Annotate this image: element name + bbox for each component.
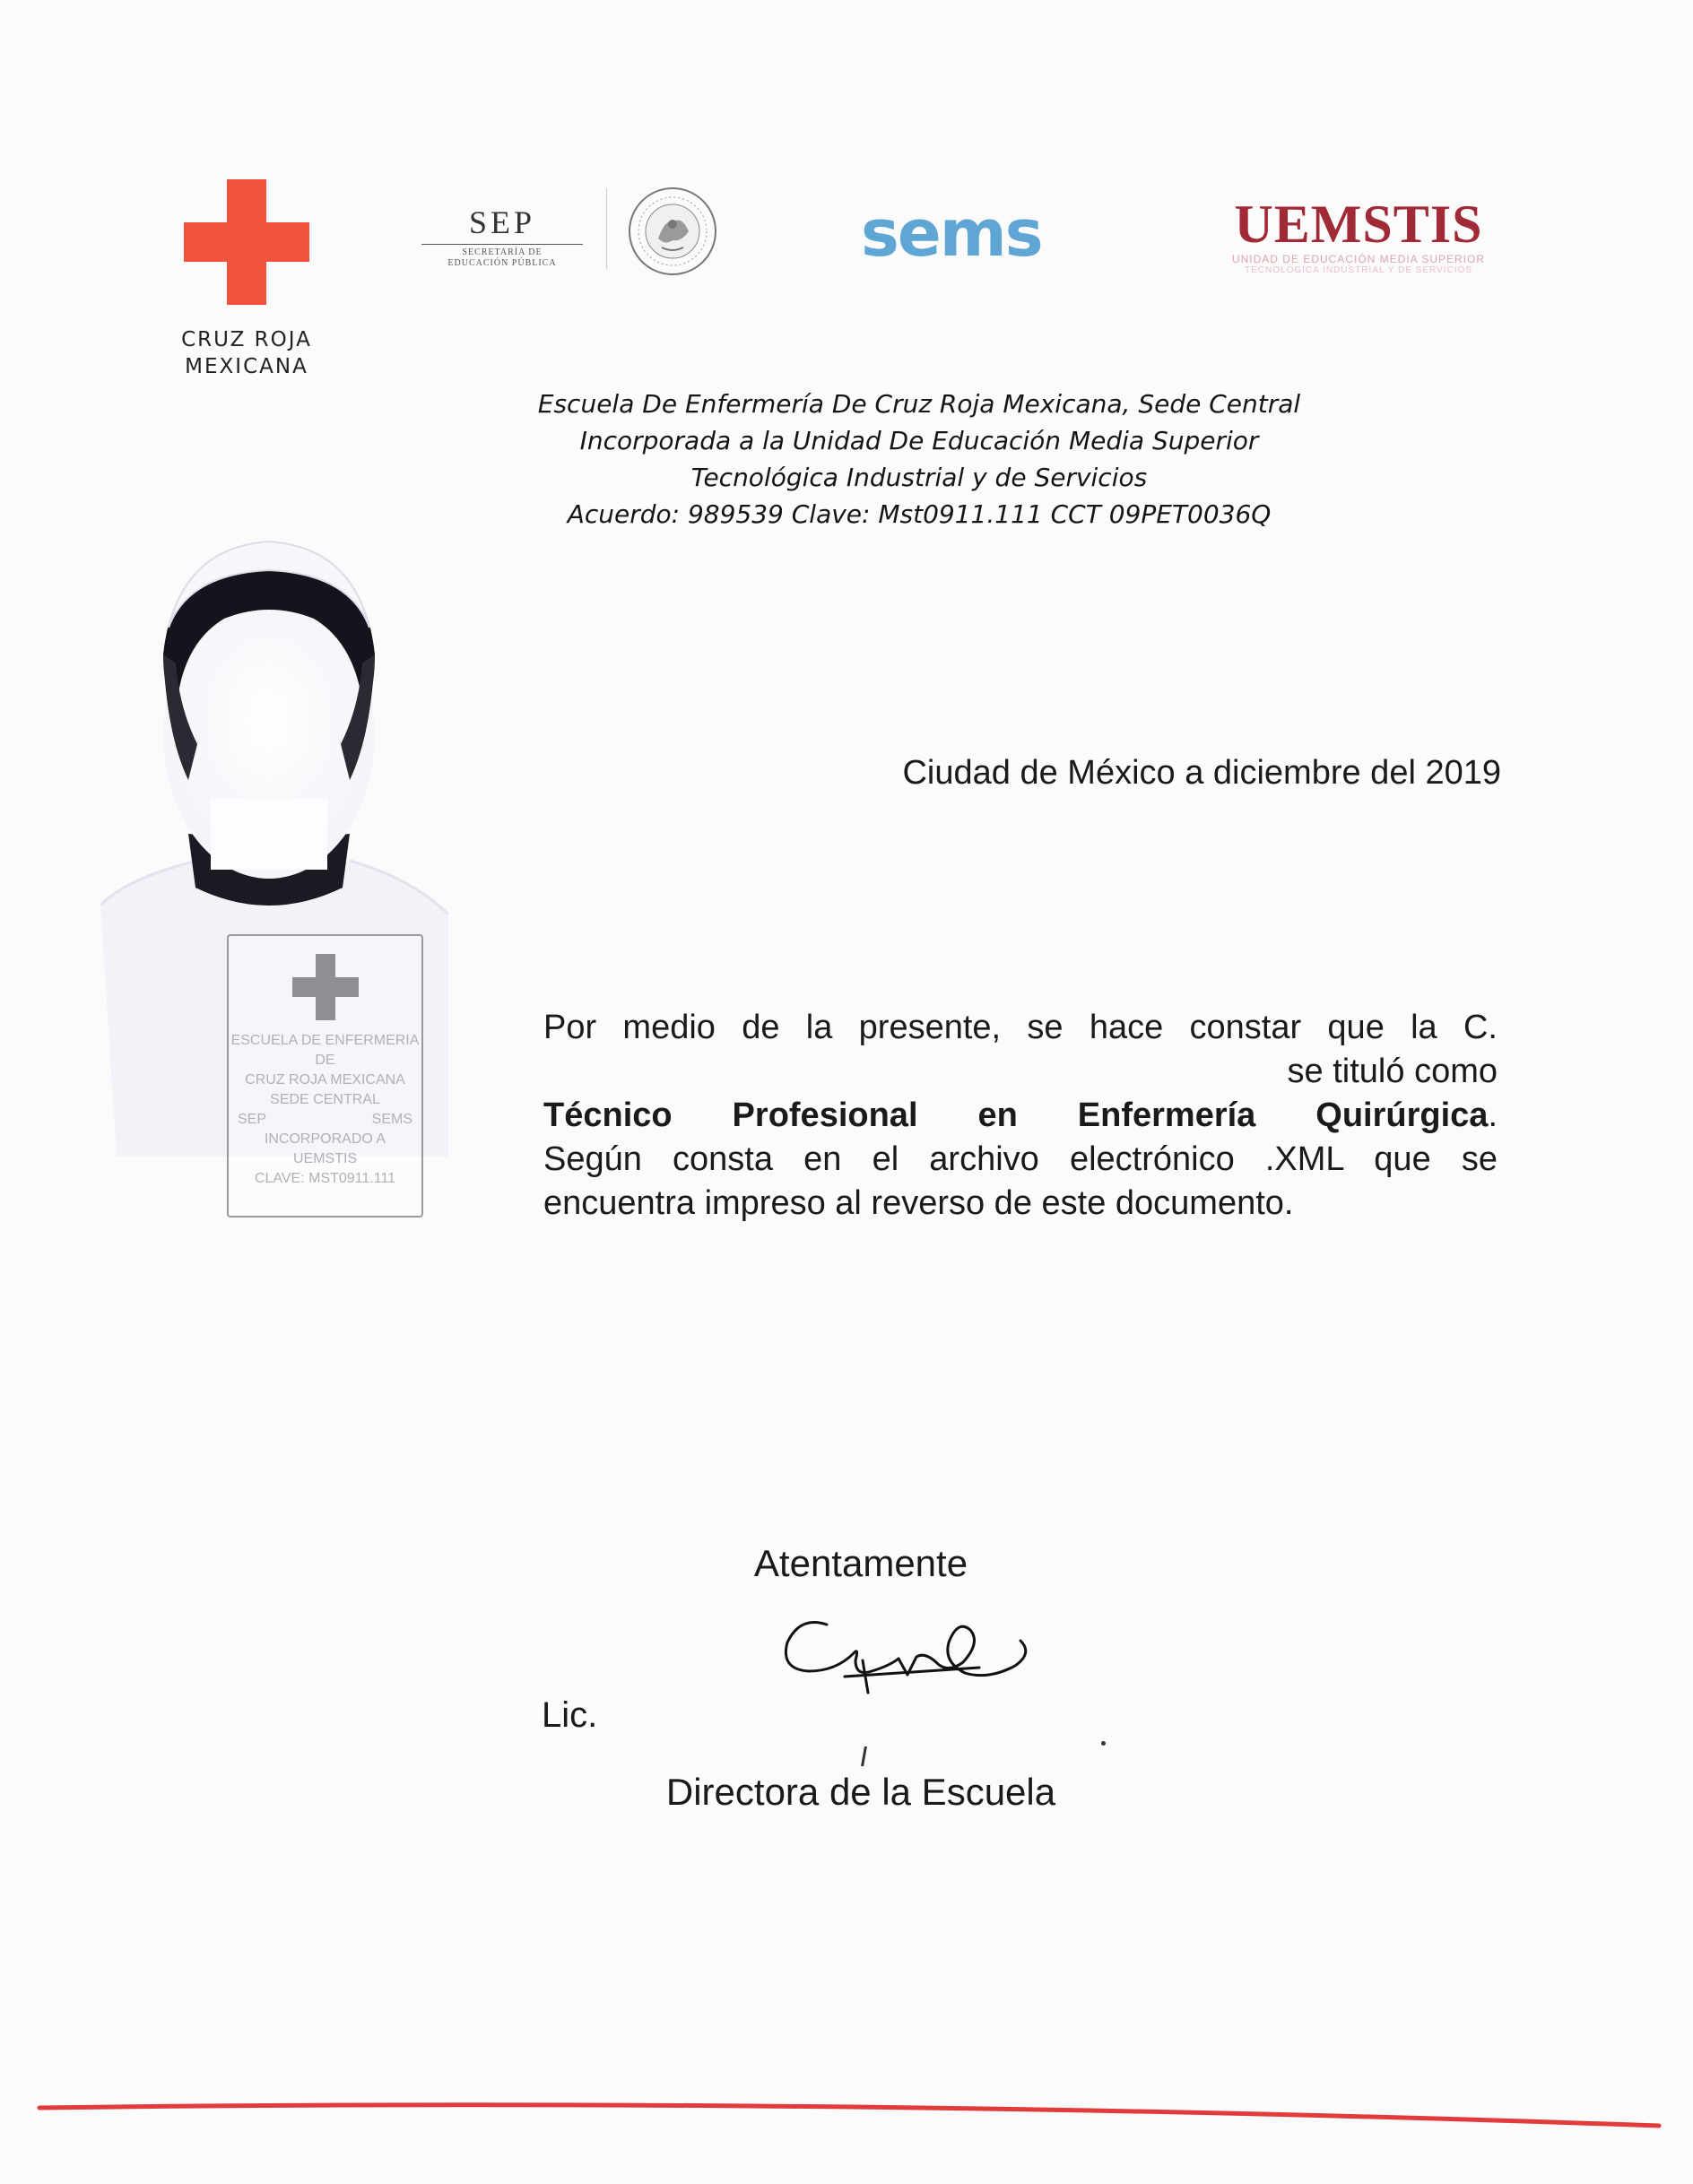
signer-role: Directora de la Escuela <box>665 1771 1056 1813</box>
cruz-roja-cross-icon <box>184 179 309 305</box>
stamp-cross-icon <box>292 954 359 1020</box>
issue-date: Ciudad de México a diciembre del 2019 <box>902 754 1501 792</box>
sep-logo: SEP SECRETARÍA DE EDUCACIÓN PÚBLICA <box>421 204 583 269</box>
body-line-1: Por medio de la presente, se hace constar que la C. <box>543 1009 1498 1046</box>
national-seal-icon <box>626 185 719 278</box>
school-agreement: Acuerdo: 989539 Clave: Mst0911.111 CCT 09PET0036Q <box>567 499 1272 529</box>
school-incorporation: Incorporada a la Unidad De Educación Media Superior <box>579 426 1259 455</box>
degree-title: Técnico Profesional en Enfermería Quirúrgica <box>543 1096 1489 1134</box>
school-stamp: ESCUELA DE ENFERMERIA DE CRUZ ROJA MEXICANA SEDE CENTRAL SEP SEMS INCORPORADO A UEMSTIS CLAVE: MST0911.111 <box>227 934 423 1218</box>
degree-line: Técnico Profesional en Enfermería Quirúrgica. <box>543 1096 1498 1134</box>
certificate-body <box>543 1006 1498 1226</box>
cruz-roja-logo-text: CRUZ ROJA MEXICANA <box>181 328 312 378</box>
handwritten-signature <box>773 1607 1060 1705</box>
body-line-5: encuentra impreso al reverso de este documento. <box>543 1184 1294 1222</box>
signature-mark <box>861 1746 867 1766</box>
school-name: Escuela De Enfermería De Cruz Roja Mexicana, Sede Central <box>537 389 1301 419</box>
title-lic: Lic. <box>542 1695 598 1735</box>
sems-logo: sems <box>861 195 1042 271</box>
body-line-4: Según consta en el archivo electrónico .XML que se <box>543 1140 1498 1178</box>
signature-dot <box>1101 1741 1106 1746</box>
body-line-2: se tituló como <box>1287 1053 1498 1090</box>
school-incorporation-cont: Tecnológica Industrial y de Servicios <box>690 463 1148 492</box>
bottom-red-rule <box>36 2084 1668 2138</box>
uemstis-logo: UEMSTIS UNIDAD DE EDUCACIÓN MEDIA SUPERIOR TECNOLÓGICA INDUSTRIAL Y DE SERVICIOS <box>1231 195 1486 275</box>
logo-divider <box>606 188 607 269</box>
closing-atentamente: Atentamente <box>753 1542 968 1584</box>
school-header <box>502 386 1336 533</box>
